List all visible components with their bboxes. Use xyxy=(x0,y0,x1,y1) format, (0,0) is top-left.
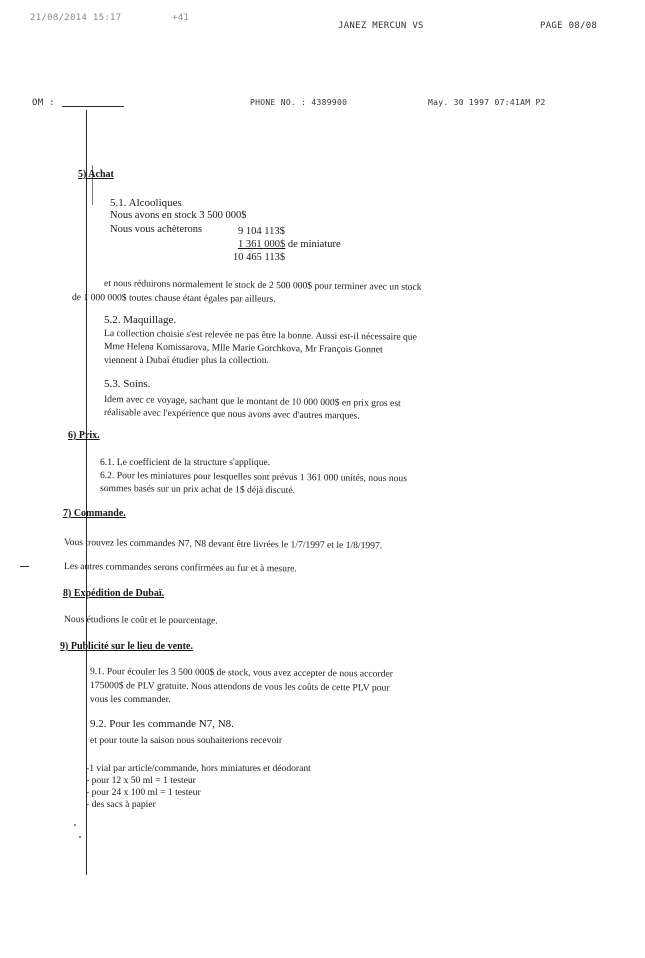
alcool-buy-value-1: 9 104 113$ xyxy=(238,226,285,237)
publicite-9-1-line-1: 9.1. Pour écouler les 3 500 000$ de stock, vous avez accepter de nous accorder xyxy=(89,666,393,680)
section-heading-prix: 6) Prix. xyxy=(68,430,100,441)
maquillage-line-1: La collection choisie s'est relevée ne pas être la bonne. Aussi est-il nécessaire que xyxy=(103,328,417,343)
publicite-9-2-line: et pour toute la saison nous souhaiterions recevoir xyxy=(90,735,283,746)
commande-line-1: Vous trouvez les commandes N7, N8 devant être livrées le 1/7/1997 et le 1/8/1997. xyxy=(63,537,383,552)
scan-speck xyxy=(79,836,81,838)
section-heading-achat: 5) Achat xyxy=(78,169,114,180)
alcool-stock-line: Nous avons en stock 3 500 000$ xyxy=(110,210,247,221)
fax-date-time: 21/08/2014 15:17 xyxy=(30,13,122,23)
fax-number: +41 xyxy=(172,13,190,23)
alcool-buy-value-2-suffix: de miniature xyxy=(285,239,341,250)
margin-tick xyxy=(20,566,29,567)
prix-line-3: sommes basés sur un prix achat de 1$ déjà discuté. xyxy=(99,483,296,497)
section-heading-publicite: 9) Publicité sur le lieu de vente. xyxy=(60,641,193,652)
alcool-paragraph-line-2: de 1 000 000$ toutes chause étant égales par ailleurs. xyxy=(71,292,276,305)
relay-from: OM : xyxy=(32,98,55,108)
maquillage-line-3: viennent à Dubaï étudier plus la collection. xyxy=(104,355,269,366)
section-heading-expedition: 8) Expédition de Dubaï. xyxy=(63,588,165,599)
alcool-buy-label: Nous vous achèterons xyxy=(110,224,203,235)
publicite-bullet: - pour 24 x 100 ml = 1 testeur xyxy=(86,787,201,798)
section-heading-commande: 7) Commande. xyxy=(63,508,126,519)
maquillage-line-2: Mme Helena Komissarova, Mlle Marie Gorchkova, Mr François Gonnet xyxy=(103,341,383,356)
fax-page-number: PAGE 08/08 xyxy=(540,21,598,31)
soins-line-2: réalisable avec l'expérience que nous avons avec d'autres marques. xyxy=(103,407,360,422)
relay-from-blank xyxy=(62,106,124,107)
publicite-bullet: - des sacs à papier xyxy=(86,799,156,810)
alcool-buy-total: 10 465 113$ xyxy=(233,252,286,263)
publicite-bullet: -1 vial par article/commande, hors miniatures et déodorant xyxy=(86,763,311,774)
soins-line-1: Idem avec ce voyage, sachant que le montant de 10 000 000$ en prix gros est xyxy=(103,394,401,410)
commande-line-2: Les autres commandes serons confirmées au fur et à mesure. xyxy=(63,561,297,575)
publicite-9-2-title: 9.2. Pour les commande N7, N8. xyxy=(90,718,234,730)
alcool-buy-value-2: 1 361 000$ xyxy=(238,239,286,250)
relay-phone: PHONE NO. : 4389900 xyxy=(250,98,348,107)
fax-sender: JANEZ MERCUN VS xyxy=(338,21,424,31)
publicite-bullet: - pour 12 x 50 ml = 1 testeur xyxy=(86,775,196,786)
subsection-title-soins: 5.3. Soins. xyxy=(104,378,151,390)
prix-line-1: 6.1. Le coefficient de la structure s'applique. xyxy=(100,457,271,468)
publicite-9-1-line-2: 175000$ de PLV gratuite. Nous attendons de vous les coûts de cette PLV pour xyxy=(89,680,390,694)
subsection-title-alcool: 5.1. Alcooliques xyxy=(110,197,182,209)
alcool-buy-value-2-line xyxy=(238,239,341,251)
publicite-9-1-line-3: vous les commander. xyxy=(90,694,171,705)
margin-line xyxy=(86,110,87,875)
alcool-paragraph-line-1: et nous réduirons normalement le stock de 2 500 000$ pour terminer avec un stock xyxy=(103,278,422,293)
relay-timestamp: May. 30 1997 07:41AM P2 xyxy=(428,98,546,107)
subsection-title-maquillage: 5.2. Maquillage. xyxy=(104,314,177,326)
scan-speck xyxy=(74,824,76,826)
prix-line-2: 6.2. Pour les miniatures pour lesquelles sont prévus 1 361 000 unités, nous nous xyxy=(99,470,408,485)
expedition-line-1: Nous étudions le coût et le pourcentage. xyxy=(63,614,218,627)
